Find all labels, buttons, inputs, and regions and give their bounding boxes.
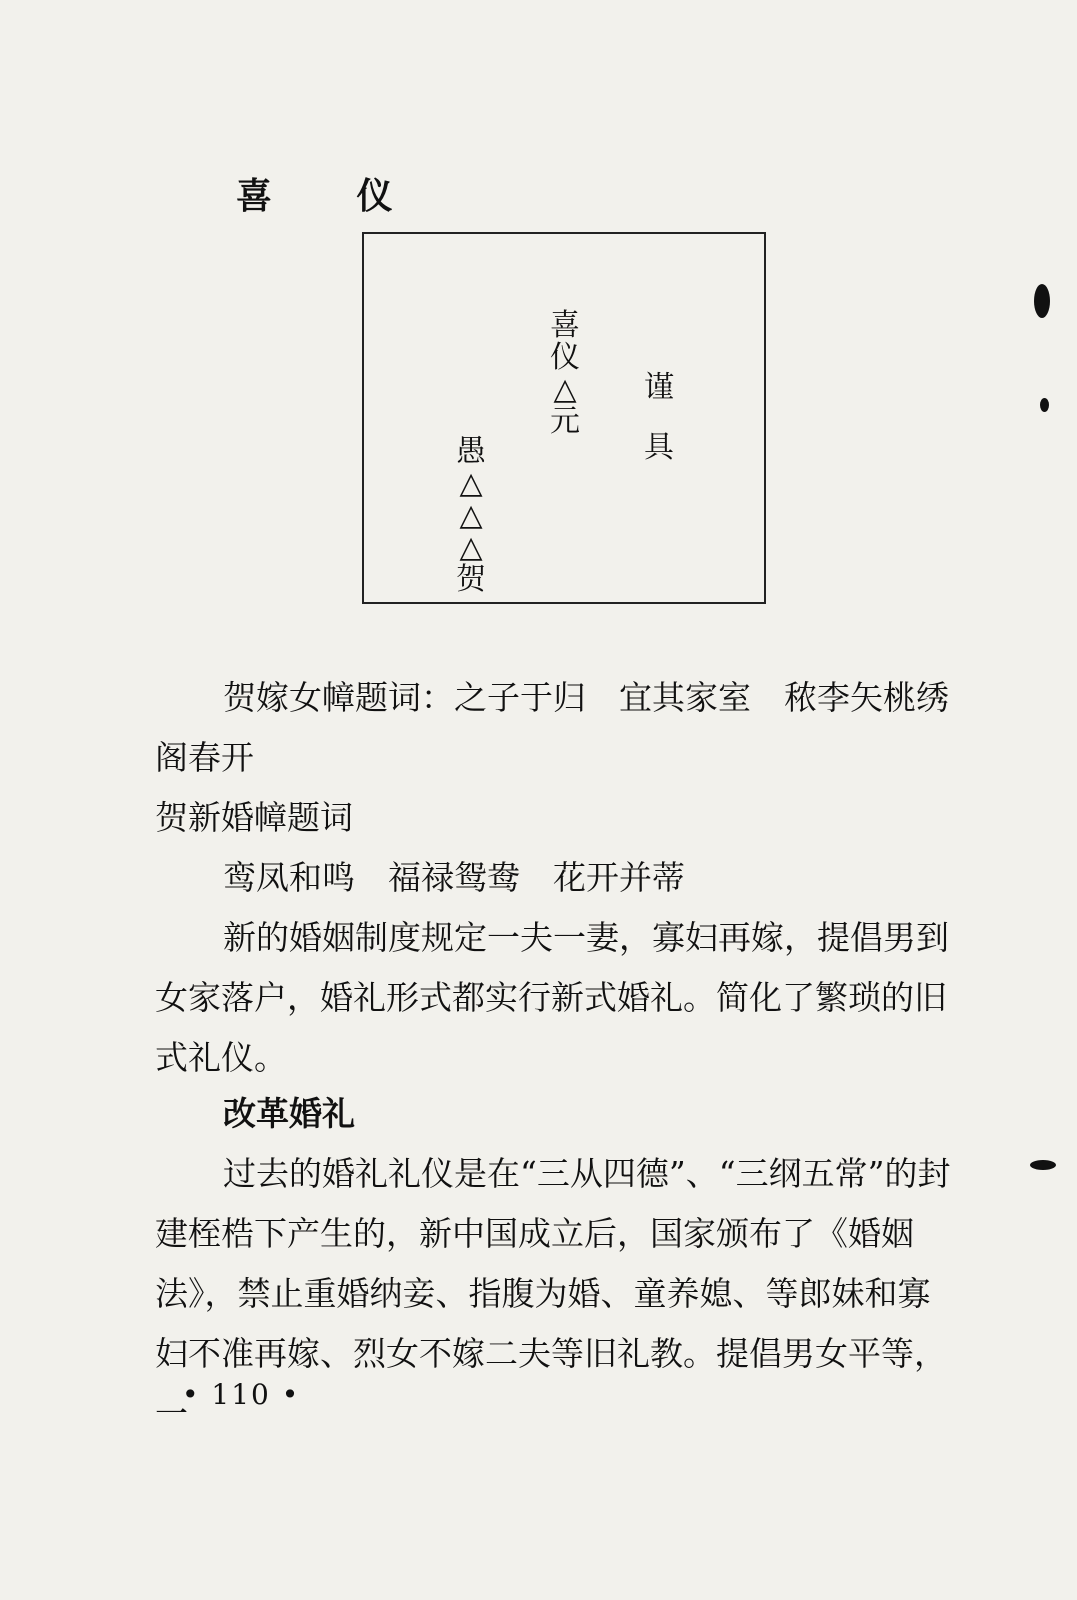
card-char: △ (459, 530, 483, 565)
subheading-reform-wedding: 改革婚礼 (223, 1094, 355, 1133)
card-char: 仪 (550, 340, 580, 375)
paragraph-newlywed-phrases: 鸾凤和鸣 福禄鸳鸯 花开并蒂 (223, 858, 685, 897)
ink-smudge (1030, 1160, 1056, 1170)
ink-smudge (1034, 284, 1050, 318)
card-char: 具 (644, 430, 674, 465)
gift-card-sample (362, 232, 766, 604)
card-column-middle (550, 310, 580, 438)
card-char: 元 (550, 404, 580, 439)
section-heading: 喜 仪 (236, 175, 429, 217)
page-number: • 110 • (182, 1378, 301, 1411)
paragraph-reform-wedding: 过去的婚礼礼仪是在“三从四德”、“三纲五常”的封建桎梏下产生的，新中国成立后，国家颁布了《婚姻法》，禁止重婚纳妾、指腹为婚、童养媳、等郎妹和寡妇不准再嫁、烈女不嫁二夫等旧礼教。提倡男女平等，一 (155, 1154, 951, 1433)
paragraph-newlywed-title: 贺新婚幛题词 (155, 798, 353, 837)
card-char: 谨 (644, 370, 674, 405)
card-char: 贺 (456, 562, 486, 597)
paragraph-new-marriage-system: 新的婚姻制度规定一夫一妻，寡妇再嫁，提倡男到女家落户，婚礼形式都实行新式婚礼。简化了繁琐的旧式礼仪。 (155, 918, 949, 1077)
card-char: 愚 (456, 434, 486, 469)
card-char: △ (553, 372, 577, 407)
card-char: 喜 (550, 308, 580, 343)
paragraph-wedding-daughter: 贺嫁女幛题词：之子于归 宜其家室 秾李矢桃绣阁春开 (155, 678, 949, 777)
card-char: △ (459, 498, 483, 533)
card-char: △ (459, 466, 483, 501)
card-column-left (456, 436, 486, 596)
card-column-right (644, 372, 674, 464)
ink-smudge (1040, 398, 1049, 412)
